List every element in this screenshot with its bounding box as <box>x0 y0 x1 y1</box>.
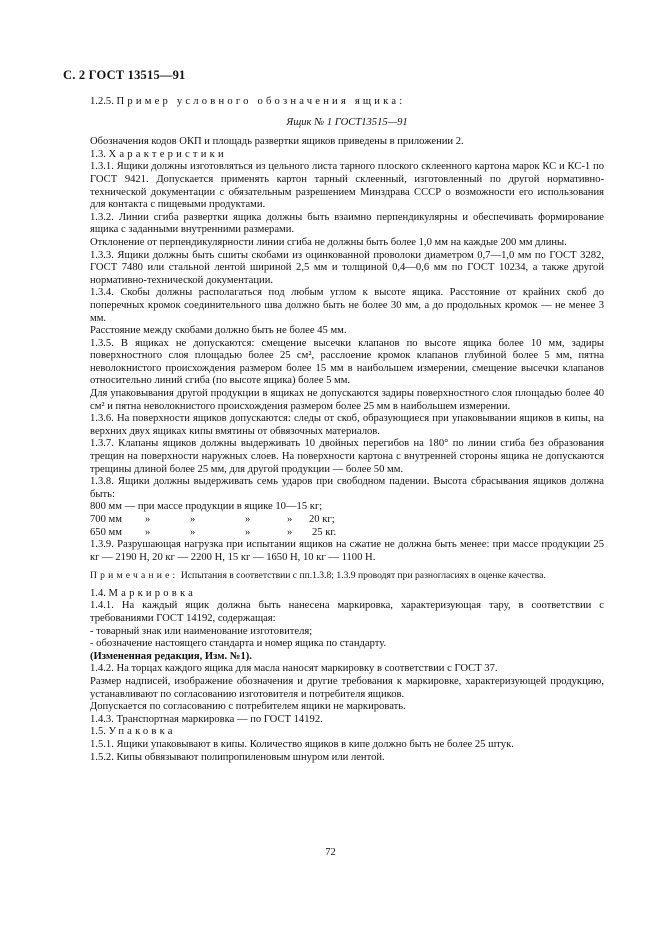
amendment-note: (Измененная редакция, Изм. №1). <box>90 650 252 662</box>
table-row <box>90 501 336 514</box>
clause-1-3-3: 1.3.3. Ящики должны быть сшиты скобами из оцинкованной проволоки диаметром 0,7—1,0 мм по ГОСТ 3282, ГОСТ 7480 или стальной лентой шириной 2,5 мм и толщиной 0,4—0,6 мм по ГОСТ 10234, а также другой нормативно-технической документации. <box>90 249 604 286</box>
section-title: Характеристики <box>108 148 227 160</box>
example-title: Пример условного обозначения ящика: <box>116 96 406 107</box>
section-number: 1.5. <box>90 726 106 738</box>
table-row <box>90 527 336 540</box>
clause-1-3-7: 1.3.7. Клапаны ящиков должны выдерживать 10 двойных перегибов на 180° по линии сгиба без образования трещин на поверхности наружных слоев. На поверхности картона с внутренней стороны ящика не допускаются трещины длиной более 25 мм, для другой продукции — более 50 мм. <box>90 438 604 475</box>
note-text: Испытания в соответствии с пп.1.3.8; 1.3.9 проводят при разногласиях в оценке качества. <box>180 570 546 582</box>
height-cell: 700 мм <box>90 514 122 525</box>
section-heading-marking <box>90 588 604 601</box>
bullet-item: - товарный знак или наименование изготовителя; <box>90 625 313 637</box>
clause-1-3-2: 1.3.2. Линии сгиба развертки ящика должны быть взаимно перпендикулярны и обеспечивать формирование ящика с заданными внутренними размерами. <box>90 211 604 236</box>
clause-1-4-3: 1.4.3. Транспортная маркировка — по ГОСТ 14192. <box>90 713 323 725</box>
clause-1-3-5: 1.3.5. В ящиках не допускаются: смещение высечки клапанов по высоте ящика более 10 мм, задиры поверхностного слоя площадью более 25 см², расслоение кромок клапанов глубиной более 5 мм, пятна неволокнистого происхождения размером более 15 мм в наибольшем измерении, смещение высечки клапанов относительно линий сгиба (по высоте ящика) более 5 мм. <box>90 337 604 387</box>
section-title: Упаковка <box>108 726 176 738</box>
clause-1-3-4: 1.3.4. Скобы должны располагаться под любым углом к высоте ящика. Расстояние от крайних скоб до поперечных кромок соединительного шва должно быть не более 30 мм, а до продольных кромок — не менее 3 мм. <box>90 287 604 324</box>
document-body <box>90 96 604 764</box>
drop-height-table <box>90 501 336 539</box>
clause-1-3-6: 1.3.6. На поверхности ящиков допускаются: следы от скоб, образующиеся при упаковывании ящиков в кипы, на верхних двух ящиках кипы вмятины от обвязочных материалов. <box>90 413 604 437</box>
clause-1-3-4-spacing: Расстояние между скобами должно быть не более 45 мм. <box>90 325 347 337</box>
okp-paragraph: Обозначения кодов ОКП и площадь развертки ящиков приведены в приложении 2. <box>90 136 464 148</box>
section-heading-characteristics <box>90 149 604 162</box>
clause-1-3-1: 1.3.1. Ящики должны изготовляться из цельного листа тарного плоского склеенного картона марок КС и КС-1 по ГОСТ 9421. Допускается применять картон тарный склеенный, изготовленный по другой нормативно-технической документации с обязательным разрешением Минздрава СССР о возможности его использования для контакта с пищевыми продуктами. <box>90 161 604 211</box>
designation-example: Ящик № 1 ГОСТ13515—91 <box>286 116 408 128</box>
clause-1-3-5-other: Для упаковывания другой продукции в ящиках не допускаются задиры поверхностного слоя площадью более 40 см² и пятна неволокнистого происхождения размером более 25 мм в наибольшем измерении. <box>90 388 604 412</box>
clause-1-4-1: 1.4.1. На каждый ящик должна быть нанесена маркировка, характеризующая тару, в соответствии с требованиями ГОСТ 14192, содержащая: <box>90 600 604 624</box>
note-paragraph <box>90 570 604 581</box>
ditto-mark: » <box>190 526 196 538</box>
height-cell: 650 мм <box>90 526 122 538</box>
page-header: С. 2 ГОСТ 13515—91 <box>63 68 186 82</box>
clause-1-4-2: 1.4.2. На торцах каждого ящика для масла наносят маркировку в соответствии с ГОСТ 37. <box>90 663 498 675</box>
ditto-mark: » <box>287 526 293 538</box>
section-heading-packing <box>90 726 604 739</box>
table-row <box>90 514 336 527</box>
ditto-mark: » <box>145 514 151 525</box>
mass-cell: 25 кг. <box>312 526 337 538</box>
ditto-mark: » <box>245 514 251 525</box>
height-cell: 800 мм — при массе продукции в ящике 10—15 кг; <box>90 501 323 513</box>
ditto-mark: » <box>245 526 251 538</box>
clause-1-3-2-deviation: Отклонение от перпендикулярности линии сгиба не должны быть более 1,0 мм на каждые 200 мм длины. <box>90 236 567 248</box>
clause-number: 1.2.5. <box>90 96 114 107</box>
section-number: 1.4. <box>90 587 106 599</box>
bullet-item: - обозначение настоящего стандарта и номер ящика по стандарту. <box>90 638 387 650</box>
section-number: 1.3. <box>90 148 106 160</box>
example-paragraph <box>90 96 604 109</box>
ditto-mark: » <box>287 514 293 525</box>
section-title: Маркировка <box>108 587 197 599</box>
clause-1-3-8: 1.3.8. Ящики должны выдерживать семь ударов при свободном падении. Высота сбрасывания ящиков должна быть: <box>90 476 604 500</box>
clause-1-4-2-optional: Допускается по согласованию с потребителем ящики не маркировать. <box>90 701 406 713</box>
ditto-mark: » <box>190 514 196 525</box>
note-label: Примечание: <box>90 570 179 582</box>
clause-1-3-9: 1.3.9. Разрушающая нагрузка при испытании ящиков на сжатие не должна быть менее: при массе продукции 25 кг — 2190 Н, 20 кг — 2200 Н, 15 кг — 1650 Н, 10 кг — 1100 Н. <box>90 539 604 563</box>
ditto-mark: » <box>145 526 151 538</box>
mass-cell: 20 кг; <box>309 514 335 525</box>
clause-1-4-2-size: Размер надписей, изображение обозначения и другие требования к маркировке, характеризующей продукцию, устанавливают по согласованию изготовителя и потребителя ящиков. <box>90 675 604 700</box>
page-number: 72 <box>325 847 336 858</box>
clause-1-5-1: 1.5.1. Ящики упаковывают в кипы. Количество ящиков в кипе должно быть не более 25 штук. <box>90 738 514 750</box>
clause-1-5-2: 1.5.2. Кипы обвязывают полипропиленовым шнуром или лентой. <box>90 751 385 763</box>
